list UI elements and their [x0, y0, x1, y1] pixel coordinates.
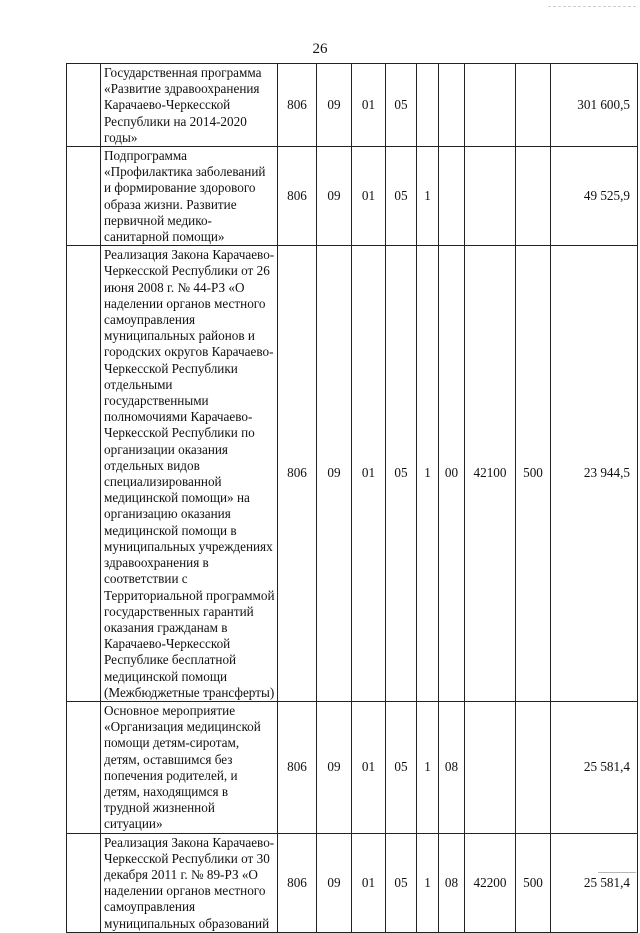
item-name-cell: Реализация Закона Карачаево-Черкесской Республики от 30 декабря 2011 г. № 89-РЗ «О наделении органов местного самоуправления муниципальных образований: [101, 833, 278, 932]
item-name-cell: Основное мероприятие «Организация медицинской помощи детям-сиротам, детям, оставшимся без попечения родителей, и детям, находящимся в трудной жизненной ситуации»: [101, 701, 278, 833]
page-number: 26: [312, 41, 328, 57]
item-name-cell: Государственная программа «Развитие здравоохранения Карачаево-Черкесской Республики на 2014-2020 годы»: [101, 64, 278, 147]
budget-table: [66, 63, 638, 933]
event-code-cell: 00: [439, 246, 465, 702]
subprogram-code-cell: 1: [417, 833, 439, 932]
item-name-cell: Реализация Закона Карачаево-Черкесской Республики от 26 июня 2008 г. № 44-РЗ «О наделении органов местного самоуправления муниципальных районов и городских округов Карачаево-Черкесской Республики отдельными государственными полномочиями Карачаево-Черкесской Республики по организации оказания отдельных видов специализированной медицинской помощи» на организацию оказания медицинской помощи в муниципальных учреждениях здравоохранения в соответствии с Территориальной программой государственных гарантий оказания гражданам в Карачаево-Черкесской Республике бесплатной медицинской помощи (Межбюджетные трансферты): [101, 246, 278, 702]
subsection-code-cell: 01: [352, 64, 386, 147]
expense-type-cell: [516, 64, 551, 147]
row-number-cell: [67, 64, 101, 147]
section-code-cell: 09: [317, 701, 352, 833]
row-number-cell: [67, 147, 101, 246]
program-code-cell: 05: [386, 701, 417, 833]
subprogram-code-cell: 1: [417, 147, 439, 246]
table-row: [67, 246, 638, 702]
scan-edge-mark: [598, 872, 636, 873]
amount-cell: 301 600,5: [551, 64, 638, 147]
direction-code-cell: [465, 64, 516, 147]
program-code-cell: 05: [386, 833, 417, 932]
program-code-cell: 05: [386, 246, 417, 702]
scan-edge-mark: [548, 6, 636, 7]
program-code-cell: 05: [386, 64, 417, 147]
event-code-cell: 08: [439, 833, 465, 932]
subsection-code-cell: 01: [352, 246, 386, 702]
subsection-code-cell: 01: [352, 701, 386, 833]
ministry-code-cell: 806: [278, 147, 317, 246]
direction-code-cell: [465, 147, 516, 246]
section-code-cell: 09: [317, 64, 352, 147]
subprogram-code-cell: 1: [417, 246, 439, 702]
ministry-code-cell: 806: [278, 64, 317, 147]
direction-code-cell: 42100: [465, 246, 516, 702]
section-code-cell: 09: [317, 246, 352, 702]
amount-cell: 25 581,4: [551, 701, 638, 833]
ministry-code-cell: 806: [278, 701, 317, 833]
expense-type-cell: 500: [516, 246, 551, 702]
expense-type-cell: [516, 701, 551, 833]
amount-cell: 25 581,4: [551, 833, 638, 932]
table-row: [67, 701, 638, 833]
direction-code-cell: 42200: [465, 833, 516, 932]
table-row: [67, 147, 638, 246]
table-row: [67, 833, 638, 932]
section-code-cell: 09: [317, 147, 352, 246]
row-number-cell: [67, 833, 101, 932]
subprogram-code-cell: [417, 64, 439, 147]
section-code-cell: 09: [317, 833, 352, 932]
ministry-code-cell: 806: [278, 246, 317, 702]
amount-cell: 49 525,9: [551, 147, 638, 246]
event-code-cell: [439, 64, 465, 147]
amount-cell: 23 944,5: [551, 246, 638, 702]
direction-code-cell: [465, 701, 516, 833]
event-code-cell: 08: [439, 701, 465, 833]
row-number-cell: [67, 246, 101, 702]
item-name-cell: Подпрограмма «Профилактика заболеваний и формирование здорового образа жизни. Развитие первичной медико-санитарной помощи»: [101, 147, 278, 246]
program-code-cell: 05: [386, 147, 417, 246]
table-row: [67, 64, 638, 147]
subsection-code-cell: 01: [352, 147, 386, 246]
expense-type-cell: [516, 147, 551, 246]
ministry-code-cell: 806: [278, 833, 317, 932]
subprogram-code-cell: 1: [417, 701, 439, 833]
row-number-cell: [67, 701, 101, 833]
subsection-code-cell: 01: [352, 833, 386, 932]
event-code-cell: [439, 147, 465, 246]
expense-type-cell: 500: [516, 833, 551, 932]
